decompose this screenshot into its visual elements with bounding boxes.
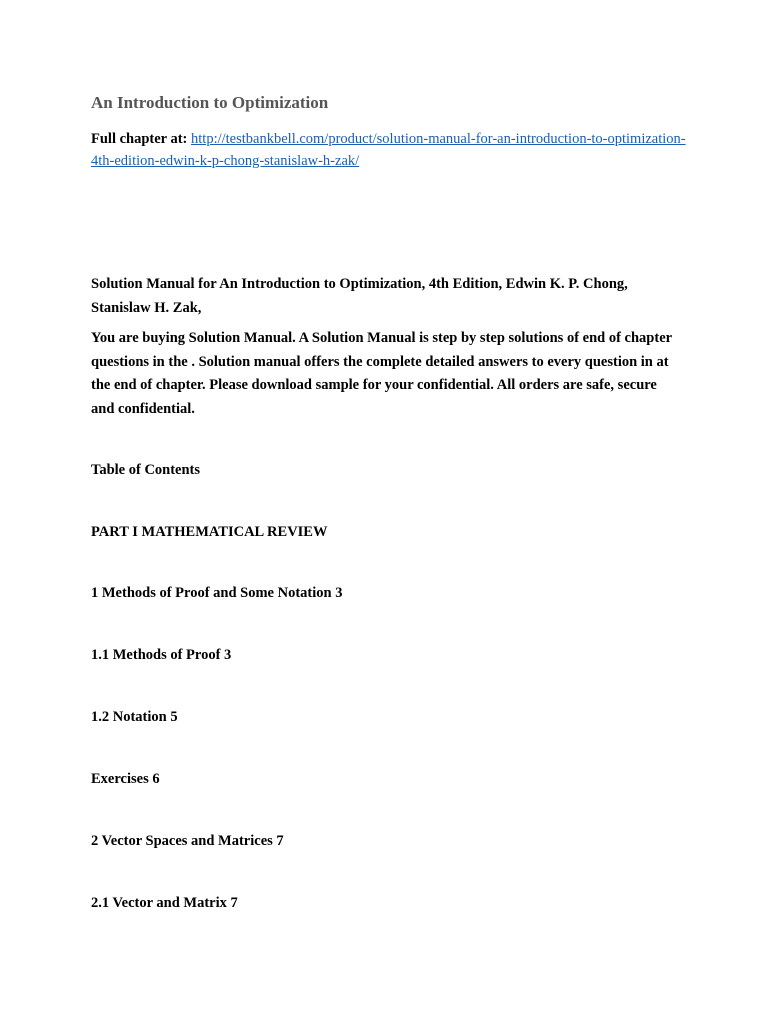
toc-heading: Table of Contents — [91, 462, 201, 478]
full-chapter-line — [91, 128, 691, 172]
toc-item: 2.1 Vector and Matrix 7 — [91, 895, 238, 911]
toc-item: PART I MATHEMATICAL REVIEW — [91, 524, 328, 540]
toc-item: 1 Methods of Proof and Some Notation 3 — [91, 585, 343, 601]
toc-item: 1.2 Notation 5 — [91, 709, 178, 725]
product-title: Solution Manual for An Introduction to Optimization, 4th Edition, Edwin K. P. Chong, Stanislaw H. Zak, — [91, 276, 628, 316]
toc-item: Exercises 6 — [91, 771, 160, 787]
full-chapter-label: Full chapter at: — [91, 131, 188, 147]
document-title: An Introduction to Optimization — [91, 93, 329, 112]
full-chapter-link[interactable]: http://testbankbell.com/product/solution-manual-for-an-introduction-to-optimization-4th-edition-edwin-k-p-chong-stanislaw-h-zak/ — [91, 131, 686, 169]
toc-item: 2 Vector Spaces and Matrices 7 — [91, 833, 284, 849]
toc-item: 1.1 Methods of Proof 3 — [91, 647, 232, 663]
product-description: You are buying Solution Manual. A Solution Manual is step by step solutions of end of chapter questions in the . Solution manual offers the complete detailed answers to every question in at the end of chapter. Please download sample for your confidential. All orders are safe, secure and confidential. — [91, 330, 672, 417]
